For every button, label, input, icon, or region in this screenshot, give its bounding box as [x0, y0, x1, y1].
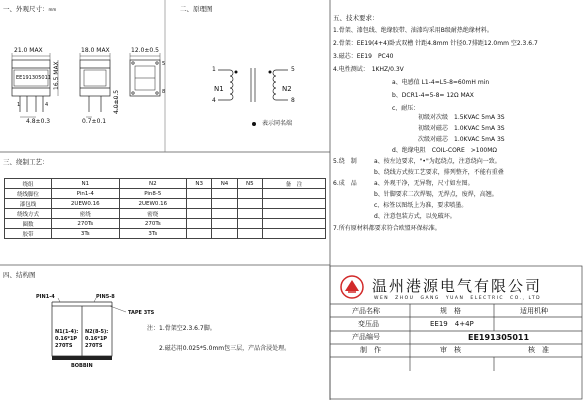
struct-n2-c: 270TS — [85, 343, 103, 349]
struct-pin5-8: PIN5-8 — [96, 294, 115, 300]
tb-header-spec: 规 格 — [440, 307, 461, 315]
sch-n1: N1 — [214, 85, 224, 93]
struct-n2-b: 0.16*1P — [85, 336, 108, 342]
tb-make: 制 作 — [360, 346, 381, 354]
hipot-3: 次级对磁芯 1.0KVAC 5mA 3S — [418, 136, 505, 143]
table-row: 绕线脚位 Pin1-4 Pin8-5 — [5, 189, 326, 199]
hipot-2: 初级对磁芯 1.0KVAC 5mA 3S — [418, 125, 505, 132]
tech-title: 五、技术要求： — [333, 14, 379, 22]
sch-pin-8: 8 — [291, 97, 295, 104]
tech-line-4c: c、耐压： — [392, 105, 420, 112]
company-name-en: WEN ZHOU GANG YUAN ELECTRIC CO.，LTD — [374, 296, 542, 301]
sch-n2: N2 — [282, 85, 292, 93]
tb-approve: 核 准 — [528, 346, 549, 354]
tech-line-5b: b、绕线方式按工艺要求，排列整齐，不能有重叠 — [374, 169, 504, 176]
tech-line-6-head: 6.成 品 — [333, 180, 357, 187]
company-name: 温州港源电气有限公司 — [372, 277, 543, 295]
tech-line-4a: a、电感值 L1-4=L5-8=60mH min — [392, 79, 490, 86]
dim-pitch: 4.8±0.3 — [26, 118, 51, 125]
table-header-row: 绕组 N1 N2 N3 N4 N5 备 注 — [5, 179, 326, 189]
tb-product-code: EE191305011 — [468, 333, 530, 342]
company-logo — [340, 275, 364, 299]
struct-pin1-4: PIN1-4 — [36, 294, 55, 300]
tb-code-label: 产品编号 — [352, 333, 380, 341]
company-logo-icon — [340, 275, 364, 299]
tb-header-name: 产品名称 — [352, 307, 380, 315]
struct-bobbin: BOBBIN — [71, 363, 93, 369]
pin-1-label: 1 — [17, 102, 21, 108]
tech-line-6b: b、针脚要求二次焊锡，无焊点，废焊，高翘。 — [374, 191, 498, 198]
tb-product-name: 变压品 — [358, 320, 379, 328]
table-row: 绕线方式 密绕 密绕 — [5, 209, 326, 219]
struct-n1-b: 0.16*1P — [55, 336, 78, 342]
hipot-1: 初级对次级 1.5KVAC 5mA 3S — [418, 114, 505, 121]
struct-n1-c: 270TS — [55, 343, 73, 349]
sch-pin-4: 4 — [212, 97, 216, 104]
pin-8-label: 8 — [162, 89, 166, 95]
tech-line-6a: a、外观干净，无异物，尺寸如左图。 — [374, 180, 474, 187]
tech-line-4: 4.电性测试： 1KHZ/0.3V — [333, 66, 404, 73]
sch-pin-5: 5 — [291, 66, 295, 73]
outline-title: 一、外观尺寸：mm — [3, 5, 57, 13]
part-label: EE191305011 — [16, 75, 51, 81]
tb-header-model: 适用机种 — [520, 307, 548, 315]
struct-tape: TAPE 3TS — [128, 310, 155, 316]
dim-width-side: 18.0 MAX — [81, 47, 110, 54]
tech-line-6d: d、注意包装方式，以免破坏。 — [374, 213, 456, 220]
schematic-title: 二、原理图 — [180, 5, 213, 13]
structure-title: 四、结构图 — [3, 271, 36, 279]
table-row: 圈数 270Ts 270Ts — [5, 219, 326, 229]
sch-pin-1: 1 — [212, 66, 216, 73]
winding-title: 三、绕制工艺： — [3, 158, 49, 166]
tech-line-2: 2.骨架：EE19(4+4)卧式双槽 针距4.8mm 针径0.7排距12.0mm 空2.3.6.7 — [333, 40, 538, 47]
dot-note: 表示同名端 — [262, 120, 293, 127]
note-2: 2.磁芯用0.025*5.0mm包三层，产品含浸处理。 — [159, 345, 291, 352]
dim-pin-length: 4.0±0.5 — [113, 89, 120, 114]
outline-unit: mm — [48, 7, 57, 12]
tb-product-spec: EE19 4+4P — [430, 320, 474, 328]
tech-line-3: 3.磁芯：EE19 PC40 — [333, 53, 394, 60]
dim-pin-dia: 0.7±0.1 — [82, 118, 107, 125]
table-row: 胶带 3Ts 3Ts — [5, 229, 326, 239]
tech-line-4b: b、DCR1-4=5-8= 12Ω MAX — [392, 92, 474, 99]
table-row: 漆包线 2UEW0.16 2UEW0.16 — [5, 199, 326, 209]
tech-line-6c: c、标签以图纸上为准，要求喷墨。 — [374, 202, 468, 209]
dim-width-front: 21.0 MAX — [14, 47, 43, 54]
struct-n1-a: N1(1-4): — [55, 329, 79, 335]
tech-line-4d: d、绝缘电阻 COIL-CORE >100MΩ — [392, 147, 498, 154]
pin-4-label: 4 — [45, 102, 49, 108]
struct-n2-a: N2(8-5): — [85, 329, 109, 335]
dim-height: 16.5 MAX — [53, 61, 60, 90]
tech-line-5-head: 5.绕 制 — [333, 158, 357, 165]
tech-line-5a: a、按左边要求，"•"为起绕点，注意绕向一致。 — [374, 158, 501, 165]
tech-line-7: 7.所有原材料都要求符合欧盟环保标准。 — [333, 225, 441, 232]
dim-width-bottom: 12.0±0.5 — [131, 47, 159, 54]
note-1: 注：1.骨架空2.3.6.7脚。 — [147, 325, 216, 332]
tb-check: 审 核 — [440, 346, 461, 354]
pin-5-label: 5 — [162, 61, 166, 67]
tech-line-1: 1.骨架、漆包线、绝缘胶带、油漆均采用B级耐热绝缘材料。 — [333, 27, 493, 34]
